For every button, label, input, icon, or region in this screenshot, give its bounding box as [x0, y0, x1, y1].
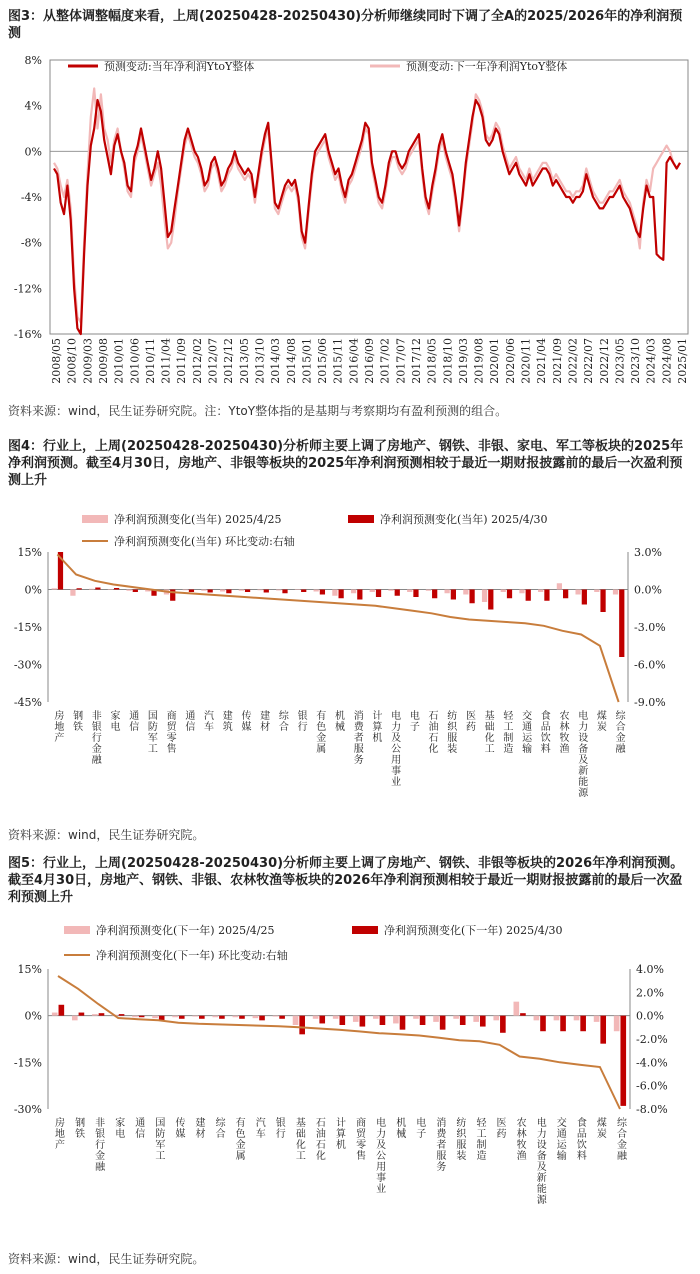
- category-label: 非银行金融: [89, 710, 101, 765]
- legend-label: 净利润预测变化(下一年) 环比变动:右轴: [96, 949, 288, 962]
- x-tick-label: 2017/12: [409, 338, 423, 384]
- bar-latest: [59, 1005, 65, 1016]
- x-tick-label: 2019/08: [472, 338, 486, 384]
- y-tick-label: -30%: [13, 658, 42, 672]
- bar-latest: [245, 590, 250, 593]
- y-tick-label: 15%: [17, 963, 42, 976]
- bar-prev: [314, 590, 319, 592]
- legend-label: 净利润预测变化(下一年) 2025/4/25: [96, 924, 275, 937]
- category-label: 农林牧渔: [557, 710, 569, 754]
- x-tick-label: 2010/06: [128, 338, 142, 384]
- bar-prev: [333, 1016, 339, 1019]
- legend-swatch: [352, 926, 378, 934]
- category-label: 综合金融: [614, 1117, 626, 1161]
- bar-latest: [580, 1016, 586, 1032]
- category-label: 建材: [257, 710, 269, 732]
- x-tick-label: 2020/11: [519, 338, 533, 384]
- category-label: 消费者服务: [351, 710, 363, 765]
- category-label: 通信: [126, 710, 138, 732]
- category-label: 家电: [107, 710, 119, 732]
- bar-latest: [376, 590, 381, 598]
- bar-latest: [199, 1016, 205, 1019]
- legend-swatch: [82, 515, 108, 523]
- category-label: 交通运输: [519, 710, 531, 754]
- y-tick-label: -30%: [13, 1103, 42, 1116]
- y-tick-label: -4%: [20, 191, 42, 204]
- bar-prev: [332, 590, 337, 596]
- bar-prev: [183, 590, 188, 591]
- bar-latest: [95, 588, 100, 590]
- category-label: 食品饮料: [538, 710, 550, 754]
- bar-prev: [373, 1016, 379, 1019]
- bar-latest: [563, 590, 568, 599]
- bar-latest: [540, 1016, 546, 1032]
- category-label: 非银行金融: [92, 1117, 104, 1172]
- category-label: 综合: [213, 1117, 225, 1139]
- bar-latest: [619, 590, 624, 658]
- bar-prev: [445, 590, 450, 594]
- bar-latest: [208, 590, 213, 593]
- bar-latest: [582, 590, 587, 605]
- bar-latest: [600, 1016, 606, 1044]
- category-label: 汽车: [201, 710, 213, 732]
- bar-prev: [52, 588, 57, 589]
- bar-prev: [453, 1016, 459, 1019]
- figure4-source: 资料来源：wind，民生证券研究院。: [8, 828, 205, 842]
- figure5-source: 资料来源：wind，民生证券研究院。: [8, 1252, 205, 1266]
- category-label: 房地产: [51, 710, 63, 743]
- x-tick-label: 2024/03: [644, 338, 658, 384]
- bar-prev: [519, 590, 524, 594]
- bar-prev: [212, 1016, 218, 1018]
- y-tick-label: -16%: [13, 328, 42, 341]
- bar-latest: [77, 588, 82, 589]
- bar-prev: [239, 590, 244, 591]
- bar-prev: [201, 590, 206, 591]
- category-label: 机械: [332, 710, 344, 732]
- figure3-source: 资料来源：wind，民生证券研究院。注：YtoY整体指的是基期与考察期均有盈利预测的组合。: [8, 404, 508, 418]
- bar-latest: [226, 590, 231, 594]
- y2-tick-label: 2.0%: [636, 986, 664, 1000]
- category-label: 家电: [112, 1117, 124, 1139]
- bar-latest: [114, 588, 119, 590]
- x-tick-label: 2016/04: [347, 338, 361, 384]
- bar-prev: [538, 590, 543, 593]
- category-label: 银行: [295, 710, 307, 732]
- category-label: 机械: [393, 1117, 405, 1139]
- y2-tick-label: -6.0%: [634, 658, 666, 672]
- bar-latest: [139, 1016, 145, 1018]
- bar-prev: [594, 1016, 600, 1022]
- bar-latest: [119, 1014, 125, 1016]
- legend-label: 预测变动:当年净利润YtoY整体: [104, 60, 255, 73]
- bar-prev: [89, 589, 94, 590]
- bar-latest: [526, 590, 531, 601]
- bar-latest: [469, 590, 474, 604]
- legend-label: 净利润预测变化(下一年) 2025/4/30: [384, 924, 563, 937]
- x-tick-label: 2012/02: [190, 338, 204, 384]
- bar-prev: [233, 1016, 239, 1018]
- category-label: 电力设备及新能源: [534, 1117, 546, 1205]
- bar-prev: [557, 583, 562, 589]
- x-tick-label: 2012/12: [222, 338, 236, 384]
- bar-prev: [370, 590, 375, 593]
- category-label: 轻工制造: [500, 710, 512, 754]
- category-label: 计算机: [333, 1117, 345, 1150]
- bar-latest: [239, 1016, 245, 1019]
- y-tick-label: -8%: [20, 236, 42, 250]
- x-tick-label: 2016/09: [363, 338, 376, 384]
- category-label: 综合: [276, 710, 288, 732]
- x-tick-label: 2025/01: [676, 338, 689, 384]
- x-tick-label: 2012/07: [206, 338, 220, 384]
- y-tick-label: 4%: [24, 99, 42, 113]
- bar-latest: [413, 590, 418, 598]
- category-label: 汽车: [253, 1117, 265, 1139]
- x-tick-label: 2017/07: [394, 338, 408, 384]
- category-label: 房地产: [52, 1117, 64, 1150]
- bar-latest: [319, 1016, 325, 1024]
- category-label: 银行: [273, 1117, 285, 1139]
- legend-swatch: [64, 926, 90, 934]
- x-tick-label: 2008/10: [65, 338, 79, 384]
- x-tick-label: 2022/02: [566, 338, 580, 384]
- x-tick-label: 2018/10: [441, 338, 455, 384]
- y2-tick-label: -4.0%: [636, 1056, 668, 1070]
- category-label: 煤炭: [594, 710, 606, 732]
- bar-prev: [433, 1016, 439, 1022]
- x-tick-label: 2022/12: [597, 338, 611, 384]
- bar-latest: [400, 1016, 406, 1030]
- bar-prev: [473, 1016, 479, 1022]
- category-label: 医药: [494, 1117, 506, 1139]
- category-label: 石油石化: [313, 1117, 325, 1161]
- category-label: 国防军工: [145, 710, 157, 754]
- category-label: 煤炭: [594, 1117, 606, 1139]
- bar-latest: [279, 1016, 285, 1019]
- bar-prev: [276, 590, 281, 591]
- bar-prev: [514, 1002, 520, 1016]
- y-tick-label: 0%: [24, 145, 42, 159]
- x-tick-label: 2011/09: [175, 338, 189, 384]
- category-label: 农林牧渔: [514, 1117, 526, 1161]
- bar-latest: [299, 1016, 305, 1035]
- x-tick-label: 2021/04: [535, 338, 549, 384]
- y-tick-label: 0%: [24, 583, 42, 597]
- legend-label: 预测变动:下一年净利润YtoY整体: [406, 60, 568, 73]
- legend-label: 净利润预测变化(当年) 2025/4/25: [114, 513, 282, 526]
- category-label: 轻工制造: [473, 1117, 485, 1161]
- y-tick-label: -12%: [13, 282, 42, 296]
- bar-prev: [108, 589, 113, 590]
- category-label: 国防军工: [152, 1117, 164, 1161]
- category-label: 商贸零售: [353, 1117, 365, 1161]
- y2-tick-label: -3.0%: [634, 621, 666, 634]
- bar-prev: [293, 1016, 299, 1025]
- bar-prev: [351, 590, 356, 594]
- bar-prev: [192, 1016, 198, 1017]
- y2-tick-label: 3.0%: [634, 546, 662, 559]
- x-tick-label: 2020/06: [503, 338, 517, 384]
- category-label: 有色金属: [233, 1117, 245, 1161]
- bar-latest: [357, 590, 362, 600]
- figure5-bar-chart: [0, 913, 700, 1253]
- x-tick-label: 2011/04: [159, 338, 173, 384]
- y2-tick-label: -8.0%: [636, 1103, 668, 1116]
- category-label: 电力及公用事业: [388, 710, 400, 787]
- bar-prev: [463, 590, 468, 595]
- bar-latest: [133, 590, 138, 593]
- figure3-title: 图3：从整体调整幅度来看，上周(20250428-20250430)分析师继续同时下调了全A的2025/2026年的净利润预测: [8, 9, 683, 41]
- category-label: 电力设备及新能源: [575, 710, 587, 798]
- figure3-line-chart: [0, 44, 700, 394]
- x-tick-label: 2023/05: [613, 338, 627, 384]
- figure4-title: 图4：行业上，上周(20250428-20250430)分析师主要上调了房地产、钢铁、非银、家电、军工等板块的2025年净利润预测。截至4月30日，房地产、非银等板块的2025年净利润预测相较于最近一期财报披露前的最后一次盈利预测上升: [8, 439, 684, 488]
- x-tick-label: 2018/05: [425, 338, 439, 384]
- bar-prev: [295, 589, 300, 590]
- x-tick-label: 2019/03: [456, 338, 470, 384]
- bar-latest: [500, 1016, 506, 1033]
- x-tick-label: 2020/01: [488, 338, 502, 384]
- x-tick-label: 2013/05: [237, 338, 251, 384]
- bar-latest: [440, 1016, 446, 1030]
- bar-latest: [620, 1016, 626, 1106]
- category-label: 综合金融: [613, 710, 625, 754]
- bar-prev: [534, 1016, 540, 1021]
- x-tick-label: 2021/09: [550, 338, 564, 384]
- y-tick-label: -15%: [13, 621, 42, 634]
- legend-label: 净利润预测变化(当年) 环比变动:右轴: [114, 535, 295, 548]
- bar-prev: [575, 590, 580, 595]
- bar-prev: [574, 1016, 580, 1021]
- category-label: 交通运输: [554, 1117, 566, 1161]
- bar-prev: [393, 1016, 399, 1024]
- y-tick-label: -15%: [13, 1056, 42, 1070]
- series-current-year-line: [54, 100, 680, 334]
- category-label: 钢铁: [72, 1117, 84, 1139]
- bar-prev: [70, 590, 75, 596]
- bar-prev: [613, 590, 618, 595]
- x-tick-label: 2014/08: [284, 338, 298, 384]
- bar-latest: [395, 590, 400, 596]
- bar-prev: [388, 590, 393, 591]
- bar-prev: [493, 1016, 499, 1021]
- bar-latest: [282, 590, 287, 594]
- x-tick-label: 2022/07: [582, 338, 596, 384]
- bar-prev: [52, 1013, 58, 1016]
- bar-latest: [219, 1016, 225, 1019]
- bar-latest: [179, 1016, 185, 1019]
- category-label: 基础化工: [482, 710, 494, 754]
- x-tick-label: 2015/01: [300, 338, 314, 384]
- category-label: 传媒: [172, 1117, 184, 1139]
- bar-prev: [92, 1014, 98, 1016]
- bar-prev: [554, 1016, 560, 1021]
- bar-latest: [301, 590, 306, 593]
- bar-prev: [273, 1016, 279, 1017]
- bar-prev: [614, 1016, 620, 1032]
- x-tick-label: 2010/11: [143, 338, 157, 384]
- bar-latest: [480, 1016, 486, 1027]
- bar-latest: [99, 1013, 105, 1015]
- bar-prev: [257, 590, 262, 591]
- bar-prev: [126, 590, 131, 591]
- category-label: 石油石化: [426, 710, 438, 754]
- bar-latest: [339, 590, 344, 599]
- bar-prev: [426, 590, 431, 591]
- x-tick-label: 2009/03: [81, 338, 95, 384]
- figure4-bar-chart: [0, 500, 700, 820]
- bar-latest: [488, 590, 493, 610]
- bar-latest: [264, 590, 269, 593]
- y-tick-label: 8%: [24, 54, 42, 67]
- x-tick-label: 2010/01: [112, 338, 126, 384]
- bar-latest: [560, 1016, 566, 1032]
- x-tick-label: 2015/11: [331, 338, 345, 384]
- bar-latest: [360, 1016, 366, 1027]
- category-label: 有色金属: [313, 710, 325, 754]
- bar-latest: [520, 1013, 526, 1015]
- x-tick-label: 2015/06: [316, 338, 330, 384]
- category-label: 基础化工: [293, 1117, 305, 1161]
- x-tick-label: 2024/08: [660, 338, 674, 384]
- x-tick-label: 2017/02: [378, 338, 392, 384]
- bar-latest: [600, 590, 605, 613]
- category-label: 传媒: [238, 710, 250, 732]
- bar-latest: [420, 1016, 426, 1025]
- x-tick-label: 2009/08: [96, 338, 110, 384]
- x-tick-label: 2013/10: [253, 338, 267, 384]
- y-tick-label: 0%: [24, 1009, 42, 1023]
- bar-prev: [353, 1016, 359, 1022]
- y2-tick-label: -2.0%: [636, 1033, 668, 1046]
- y-tick-label: 15%: [17, 546, 42, 559]
- bar-latest: [189, 590, 194, 593]
- bar-latest: [340, 1016, 346, 1025]
- bar-latest: [320, 590, 325, 595]
- y-tick-label: -45%: [13, 696, 42, 709]
- x-tick-label: 2008/05: [50, 338, 63, 384]
- category-label: 计算机: [369, 710, 381, 743]
- bar-prev: [482, 590, 487, 603]
- bar-latest: [451, 590, 456, 600]
- bar-latest: [544, 590, 549, 601]
- legend-swatch: [348, 515, 374, 523]
- category-label: 商贸零售: [164, 710, 176, 754]
- y2-tick-label: -6.0%: [636, 1079, 668, 1093]
- category-label: 纺织服装: [444, 710, 456, 754]
- bar-latest: [79, 1013, 85, 1016]
- category-label: 建材: [193, 1117, 205, 1139]
- category-label: 电子: [407, 710, 419, 732]
- category-label: 通信: [182, 710, 194, 732]
- category-label: 纺织服装: [453, 1117, 465, 1161]
- series-mom-line: [58, 976, 620, 1109]
- bar-latest: [507, 590, 512, 599]
- legend-label: 净利润预测变化(当年) 2025/4/30: [380, 513, 548, 526]
- bar-prev: [152, 1016, 158, 1018]
- bar-latest: [259, 1016, 265, 1021]
- category-label: 钢铁: [70, 710, 82, 732]
- category-label: 电子: [413, 1117, 425, 1139]
- bar-latest: [380, 1016, 386, 1025]
- y2-tick-label: 4.0%: [636, 963, 664, 976]
- x-tick-label: 2014/03: [269, 338, 283, 384]
- category-label: 建筑: [220, 710, 232, 732]
- y2-tick-label: 0.0%: [636, 1009, 664, 1023]
- series-mom-line: [57, 555, 618, 703]
- bar-prev: [132, 1016, 138, 1018]
- bar-prev: [172, 1016, 178, 1018]
- bar-prev: [253, 1016, 259, 1018]
- x-tick-label: 2023/10: [629, 338, 643, 384]
- category-label: 消费者服务: [433, 1117, 445, 1172]
- category-label: 医药: [463, 710, 475, 732]
- bar-prev: [594, 590, 599, 593]
- y2-tick-label: -9.0%: [634, 696, 666, 709]
- category-label: 通信: [132, 1117, 144, 1139]
- y2-tick-label: 0.0%: [634, 583, 662, 597]
- bar-prev: [72, 1016, 78, 1021]
- bar-latest: [432, 590, 437, 599]
- bar-prev: [313, 1016, 319, 1019]
- bar-prev: [220, 590, 225, 592]
- bar-prev: [407, 590, 412, 593]
- category-label: 电力及公用事业: [373, 1117, 385, 1194]
- bar-prev: [501, 590, 506, 593]
- category-label: 食品饮料: [574, 1117, 586, 1161]
- bar-prev: [413, 1016, 419, 1019]
- bar-latest: [460, 1016, 466, 1025]
- figure5-title: 图5：行业上，上周(20250428-20250430)分析师主要上调了房地产、钢铁、非银等板块的2026年净利润预测。截至4月30日，房地产、钢铁、非银、农林牧渔等板块的2026年净利润预测相较于最近一期财报披露前的最后一次盈利预测上升: [8, 856, 684, 905]
